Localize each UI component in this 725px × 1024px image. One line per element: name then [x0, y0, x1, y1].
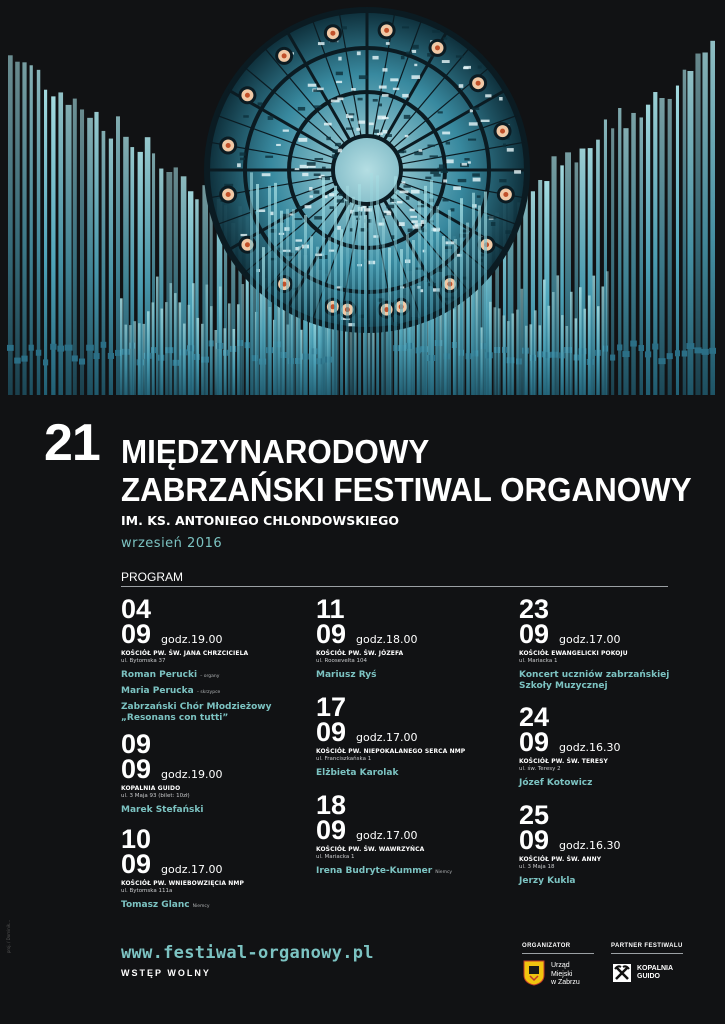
event-time: godz.19.00 [161, 633, 223, 646]
event-address: ul. Roosevelta 104 [316, 658, 368, 664]
event-month: 09 [121, 619, 152, 649]
program-event [316, 594, 501, 681]
event-address: ul. 3 Maja 93 (bilet: 10zł) [121, 793, 190, 799]
organ-rosette-illustration [0, 0, 725, 415]
event-venue: KOŚCIÓŁ PW. ŚW. JÓZEFA [316, 650, 404, 657]
program-event [121, 729, 306, 816]
event-performer: Elżbieta Karolak [316, 768, 399, 778]
event-address: ul. Mariacka 1 [519, 658, 558, 664]
event-day: 24 [519, 702, 550, 732]
event-performer: Roman Perucki – organy [121, 670, 220, 680]
festival-title-line1: MIĘDZYNARODOWY [121, 433, 430, 470]
program-heading: PROGRAM [121, 570, 184, 584]
zabrze-coat-of-arms-icon [523, 960, 545, 986]
event-day: 25 [519, 800, 550, 830]
performer-note: Niemcy [435, 870, 453, 875]
event-day: 10 [121, 824, 152, 854]
festival-dateline: wrzesień 2016 [121, 536, 223, 551]
festival-subtitle: IM. KS. ANTONIEGO CHLONDOWSKIEGO [121, 513, 399, 528]
program-event [121, 594, 306, 724]
website-link[interactable]: www.festiwal-organowy.pl [121, 943, 374, 963]
event-venue: KOPALNIA GUIDO [121, 785, 181, 792]
event-performer: Koncert uczniów zabrzańskiej Szkoły Muzycznej [519, 670, 670, 691]
performer-note: – skrzypce [196, 690, 221, 695]
event-month: 09 [316, 815, 347, 845]
event-time: godz.16.30 [559, 741, 621, 754]
design-credit: proj. / Dominik... [6, 920, 11, 954]
organizer-heading: ORGANIZATOR [522, 943, 571, 949]
event-time: godz.17.00 [356, 731, 418, 744]
event-venue: KOŚCIÓŁ PW. WNIEBOWZIĘCIA NMP [121, 880, 244, 887]
partner-heading: PARTNER FESTIWALU [611, 943, 683, 949]
event-address: ul. 3 Maja 18 [519, 864, 555, 870]
free-entry-note: WSTĘP WOLNY [121, 968, 211, 978]
program-event [316, 790, 501, 878]
event-venue: KOŚCIÓŁ PW. ŚW. WAWRZYŃCA [316, 846, 425, 853]
event-day: 17 [316, 692, 347, 722]
event-performer: Irena Budryte-Kummer Niemcy [316, 866, 453, 876]
event-performer: Mariusz Ryś [316, 670, 377, 680]
event-address: ul. Bytomska 37 [121, 658, 166, 664]
event-month: 09 [519, 825, 550, 855]
event-time: godz.16.30 [559, 839, 621, 852]
event-day: 23 [519, 594, 550, 624]
event-performer: Jerzy Kukla [519, 876, 576, 886]
festival-number: 21 [44, 414, 100, 472]
event-month: 09 [519, 619, 550, 649]
event-day: 11 [316, 594, 345, 624]
event-time: godz.17.00 [559, 633, 621, 646]
kopalnia-guido-logo-icon [612, 963, 632, 983]
event-month: 09 [121, 849, 152, 879]
event-address: ul. Franciszkańska 1 [316, 756, 372, 762]
event-time: godz.17.00 [356, 829, 418, 842]
event-venue: KOŚCIÓŁ PW. ŚW. JANA CHRZCICIELA [121, 650, 249, 657]
program-event [519, 594, 704, 692]
program-divider [121, 586, 668, 587]
event-address: ul. św. Teresy 2 [519, 766, 561, 772]
event-month: 09 [316, 619, 347, 649]
event-venue: KOŚCIÓŁ PW. NIEPOKALANEGO SERCA NMP [316, 748, 466, 755]
event-day: 18 [316, 790, 347, 820]
event-month: 09 [316, 717, 347, 747]
event-day: 04 [121, 594, 152, 624]
event-day: 09 [121, 729, 152, 759]
organizer-name: Urząd Miejski w Zabrzu [551, 962, 580, 986]
program-event [519, 800, 704, 887]
event-time: godz.19.00 [161, 768, 223, 781]
performer-note: – organy [200, 674, 220, 679]
festival-title-line2: ZABRZAŃSKI FESTIWAL ORGANOWY [121, 471, 692, 508]
event-address: ul. Mariacka 1 [316, 854, 355, 860]
event-performer: Maria Perucka – skrzypce [121, 686, 221, 696]
event-address: ul. Bytomska 111a [121, 888, 173, 894]
partner-divider [611, 953, 683, 954]
event-venue: KOŚCIÓŁ PW. ŚW. TERESY [519, 758, 608, 765]
program-event [316, 692, 501, 779]
event-time: godz.18.00 [356, 633, 418, 646]
event-performer: Tomasz Glanc Niemcy [121, 900, 210, 910]
program-event [519, 702, 704, 789]
event-month: 09 [121, 754, 152, 784]
event-performer: Zabrzański Chór Młodzieżowy „Resonans con tutti” [121, 702, 272, 723]
event-month: 09 [519, 727, 550, 757]
partner-name: KOPALNIA GUIDO [637, 965, 674, 980]
performer-note: Niemcy [192, 904, 210, 909]
organizer-divider [522, 953, 594, 954]
event-performer: Marek Stefański [121, 805, 204, 815]
program-event [121, 824, 306, 912]
event-time: godz.17.00 [161, 863, 223, 876]
event-venue: KOŚCIÓŁ EWANGELICKI POKOJU [519, 650, 628, 657]
event-venue: KOŚCIÓŁ PW. ŚW. ANNY [519, 856, 602, 863]
event-performer: Józef Kotowicz [519, 778, 593, 788]
